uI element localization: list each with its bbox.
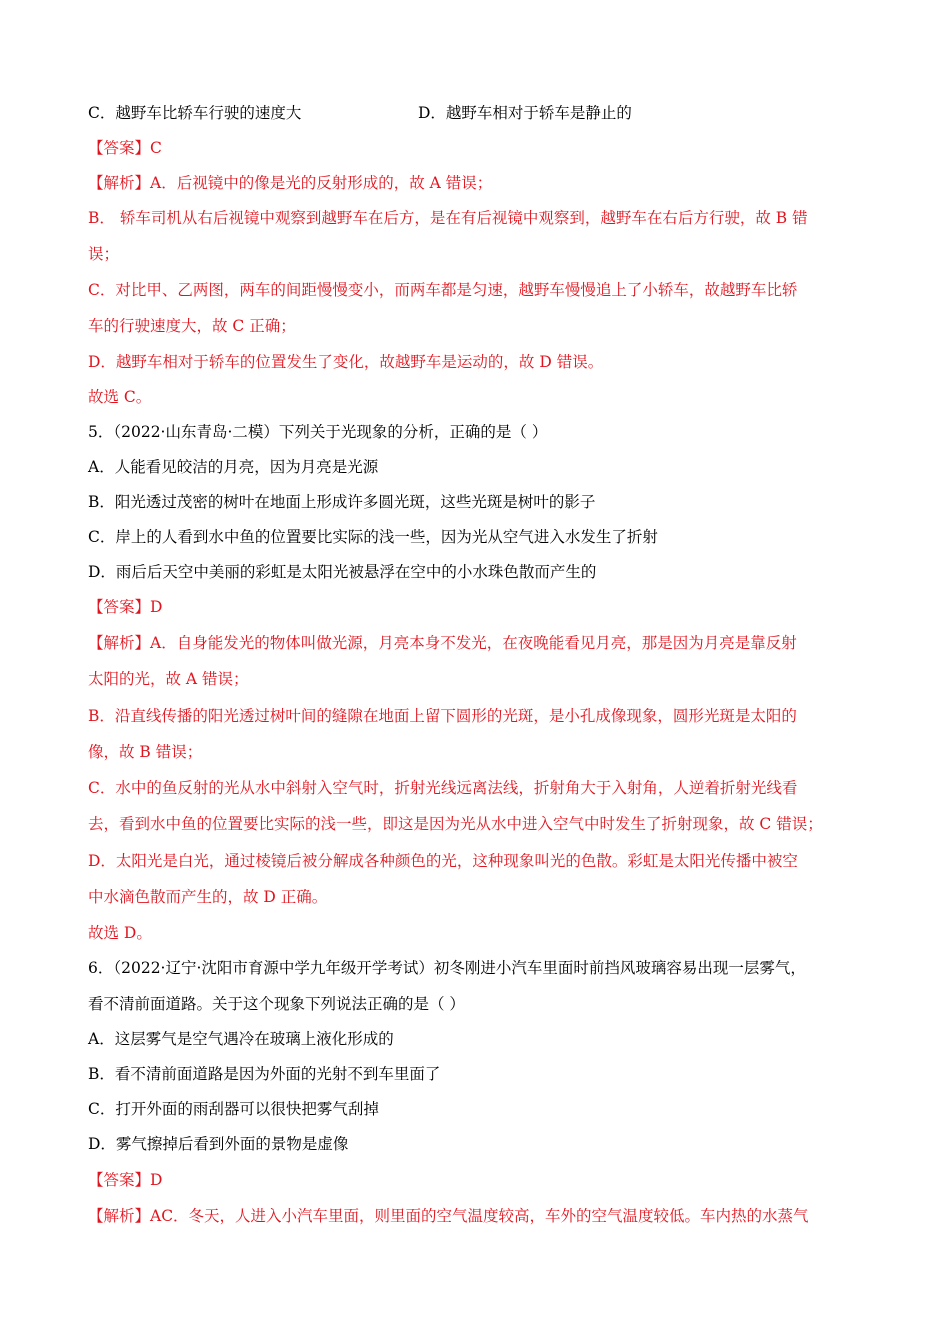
- q5-analysis-line: 太阳的光，故 A 错误；: [88, 670, 249, 688]
- q4-analysis-line: D．越野车相对于轿车的位置发生了变化，故越野车是运动的，故 D 错误。: [88, 353, 604, 371]
- q6-analysis-line: 【解析】AC．冬天，人进入小汽车里面，则里面的空气温度较高，车外的空气温度较低。车内热的水蒸气: [88, 1207, 809, 1225]
- q5-option-d: D．雨后后天空中美丽的彩虹是太阳光被悬浮在空中的小水珠色散而产生的: [88, 563, 597, 581]
- q5-stem: 5．（2022·山东青岛·二模）下列关于光现象的分析，正确的是（ ）: [88, 423, 548, 441]
- q5-option-b: B．阳光透过茂密的树叶在地面上形成许多圆光斑，这些光斑是树叶的影子: [88, 493, 596, 511]
- q6-option-d: D．雾气擦掉后看到外面的景物是虚像: [88, 1135, 349, 1153]
- q5-option-a: A．人能看见皎洁的月亮，因为月亮是光源: [88, 458, 379, 476]
- q4-analysis-line: 车的行驶速度大，故 C 正确；: [88, 317, 296, 335]
- q4-option-c: C．越野车比轿车行驶的速度大: [88, 104, 302, 122]
- q6-option-b: B．看不清前面道路是因为外面的光射不到车里面了: [88, 1065, 441, 1083]
- q6-option-c: C．打开外面的雨刮器可以很快把雾气刮掉: [88, 1100, 379, 1118]
- q6-option-a: A．这层雾气是空气遇冷在玻璃上液化形成的: [88, 1030, 394, 1048]
- q5-option-c: C．岸上的人看到水中鱼的位置要比实际的浅一些，因为光从空气进入水发生了折射: [88, 528, 658, 546]
- q4-analysis-line: 【解析】A．后视镜中的像是光的反射形成的，故 A 错误；: [88, 174, 493, 192]
- q5-analysis-line: D．太阳光是白光，通过棱镜后被分解成各种颜色的光，这种现象叫光的色散。彩虹是太阳光传播中被空: [88, 852, 798, 870]
- q5-analysis-line: 去，看到水中鱼的位置要比实际的浅一些，即这是因为光从水中进入空气中时发生了折射现象，故 C 错误；: [88, 815, 823, 833]
- q6-stem-line: 6．（2022·辽宁·沈阳市育源中学九年级开学考试）初冬刚进小汽车里面时前挡风玻璃容易出现一层雾气，: [88, 959, 806, 977]
- q4-analysis-line: B． 轿车司机从右后视镜中观察到越野车在后方，是在有后视镜中观察到，越野车在右后方行驶，故 B 错: [88, 209, 808, 227]
- q5-analysis-line: 【解析】A．自身能发光的物体叫做光源，月亮本身不发光，在夜晚能看见月亮，那是因为月亮是靠反射: [88, 634, 797, 652]
- q4-analysis-line: C．对比甲、乙两图，两车的间距慢慢变小，而两车都是匀速，越野车慢慢追上了小轿车，故越野车比轿: [88, 281, 798, 299]
- q5-analysis-line: 中水滴色散而产生的，故 D 正确。: [88, 888, 328, 906]
- q5-analysis-conclusion: 故选 D。: [88, 924, 152, 942]
- q4-answer: 【答案】C: [88, 139, 162, 157]
- q6-stem-line: 看不清前面道路。关于这个现象下列说法正确的是（ ）: [88, 995, 465, 1013]
- q4-analysis-line: 误；: [88, 245, 120, 263]
- q5-answer: 【答案】D: [88, 598, 163, 616]
- q4-analysis-conclusion: 故选 C。: [88, 388, 152, 406]
- q4-option-d: D．越野车相对于轿车是静止的: [418, 104, 632, 122]
- q5-analysis-line: C．水中的鱼反射的光从水中斜射入空气时，折射光线远离法线，折射角大于入射角，人逆着折射光线看: [88, 779, 798, 797]
- q5-analysis-line: B．沿直线传播的阳光透过树叶间的缝隙在地面上留下圆形的光斑，是小孔成像现象，圆形光斑是太阳的: [88, 707, 797, 725]
- q5-analysis-line: 像，故 B 错误；: [88, 743, 203, 761]
- q6-answer: 【答案】D: [88, 1171, 163, 1189]
